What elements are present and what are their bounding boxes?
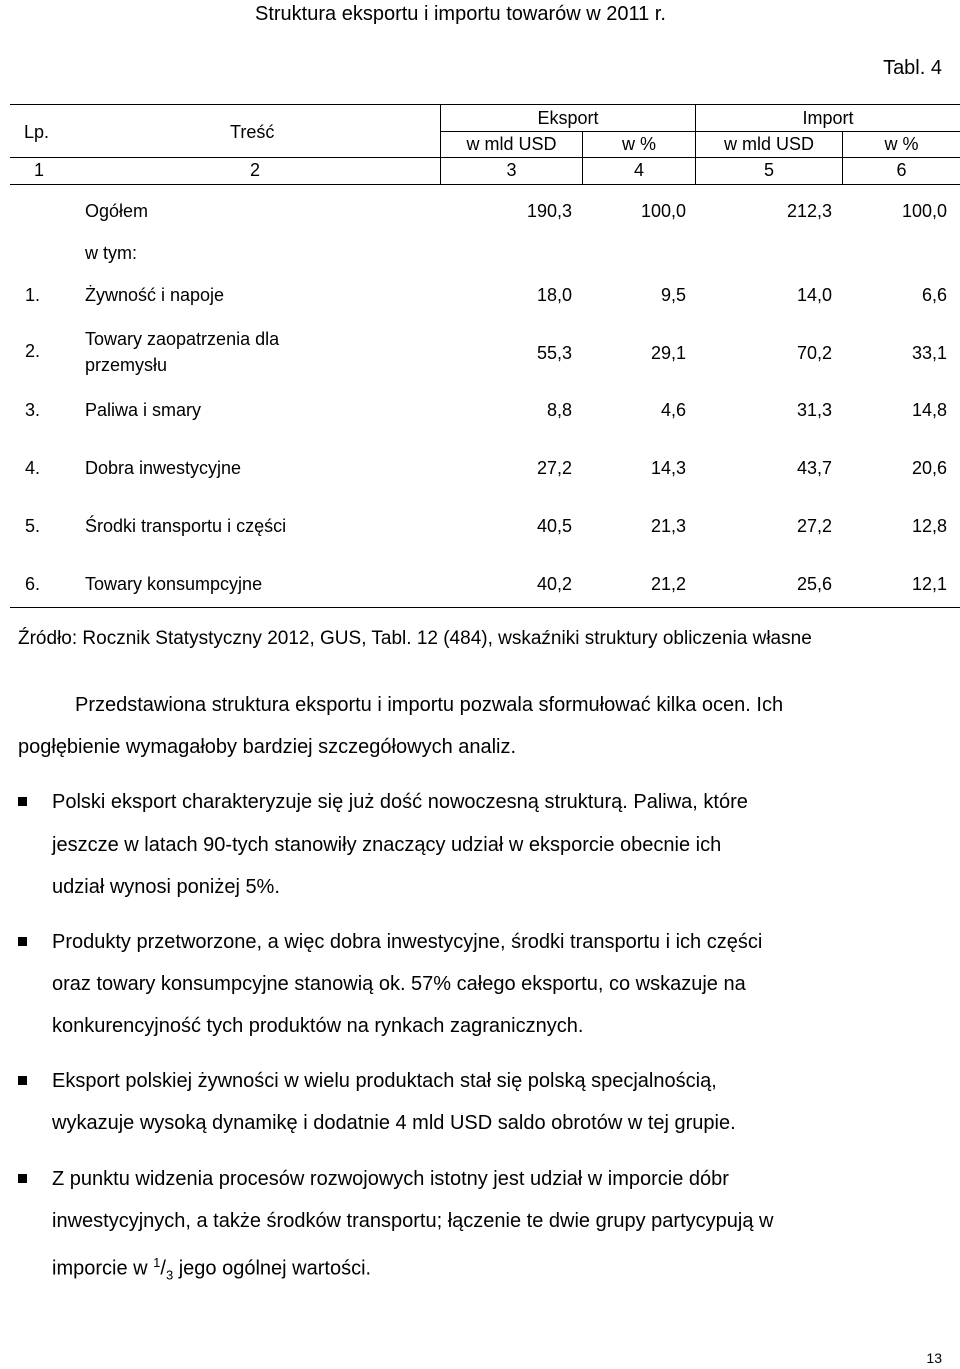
row-label: Dobra inwestycyjne	[85, 458, 242, 478]
table-label: Tabl. 4	[883, 57, 942, 79]
cell-exp-usd: 55,3	[536, 343, 572, 363]
cell-imp-usd: 70,2	[796, 343, 832, 363]
cell-imp-pct: 12,1	[911, 574, 947, 594]
row-label-line1: Towary zaopatrzenia dla	[85, 329, 280, 349]
bullet-line-fraction: imporcie w $^1/_3$ jego ogólnej wartości.	[52, 1255, 372, 1283]
fraction-numerator: 1	[153, 1255, 161, 1270]
cell-exp-pct: 9,5	[660, 285, 686, 305]
cell-imp-usd: 43,7	[796, 458, 832, 478]
table-top-border	[10, 104, 960, 105]
col-number-3: 3	[506, 160, 517, 180]
bullet-line: inwestycyjnych, a także środków transportu; łączenie te dwie grupy partycypują w	[52, 1210, 774, 1232]
cell-exp-usd: 40,5	[536, 516, 572, 536]
cell-imp-pct: 6,6	[921, 285, 947, 305]
cell-imp-usd: 25,6	[796, 574, 832, 594]
row-lp: 1.	[25, 285, 41, 305]
cell-exp-pct: 14,3	[650, 458, 686, 478]
intro-line-2: pogłębienie wymagałoby bardziej szczegółowych analiz.	[18, 736, 517, 758]
row-lp: 6.	[25, 574, 41, 594]
header-divider	[440, 131, 960, 132]
table-bottom-border	[10, 607, 960, 608]
header-lp: Lp.	[24, 122, 50, 142]
bullet-line: konkurencyjność tych produktów na rynkach zagranicznych.	[52, 1015, 584, 1037]
fraction-denominator: 3	[165, 1267, 174, 1283]
cell-exp-usd: 27,2	[536, 458, 572, 478]
cell-imp-usd: 31,3	[796, 400, 832, 420]
bullet-text: jego ogólnej wartości.	[178, 1257, 372, 1280]
bullet-line: jeszcze w latach 90-tych stanowiły znaczący udział w eksporcie obecnie ich	[52, 834, 722, 856]
bullet-text: imporcie w	[52, 1257, 148, 1280]
col-number-5: 5	[763, 160, 774, 180]
bullet-line: Eksport polskiej żywności w wielu produktach stał się polską specjalnością,	[52, 1070, 717, 1092]
row-lp: 3.	[25, 400, 41, 420]
col-number-2: 2	[250, 160, 261, 180]
header-import: Import	[802, 108, 854, 128]
page-title: Struktura eksportu i importu towarów w 2011 r.	[255, 3, 666, 25]
cell-imp-usd: 14,0	[796, 285, 832, 305]
bullet-line: oraz towary konsumpcyjne stanowią ok. 57% całego eksportu, co wskazuje na	[52, 973, 746, 995]
bullet-square-icon	[18, 937, 27, 946]
col-number-bottom-border	[10, 184, 960, 185]
header-imp-pct: w %	[884, 134, 919, 154]
bullet-line: udział wynosi poniżej 5%.	[52, 876, 280, 898]
col-number-1: 1	[34, 160, 45, 180]
col-number-6: 6	[896, 160, 907, 180]
cell-exp-pct: 21,2	[650, 574, 686, 594]
cell-imp-usd: 212,3	[786, 201, 832, 221]
row-label: Towary konsumpcyjne	[85, 574, 263, 594]
row-label: Ogółem	[85, 201, 149, 221]
cell-exp-pct: 100,0	[640, 201, 686, 221]
bullet-square-icon	[18, 797, 27, 806]
cell-exp-pct: 4,6	[660, 400, 686, 420]
header-exp-usd: w mld USD	[466, 134, 557, 154]
bullet-line: Produkty przetworzone, a więc dobra inwestycyjne, środki transportu i ich części	[52, 931, 763, 953]
intro-line-1: Przedstawiona struktura eksportu i importu pozwala sformułować kilka ocen. Ich	[75, 694, 784, 716]
cell-imp-pct: 20,6	[911, 458, 947, 478]
header-imp-usd: w mld USD	[723, 134, 814, 154]
w-tym-label: w tym:	[85, 243, 137, 263]
row-label: Żywność i napoje	[85, 285, 225, 305]
cell-exp-pct: 21,3	[650, 516, 686, 536]
row-lp: 4.	[25, 458, 41, 478]
cell-imp-pct: 33,1	[911, 343, 947, 363]
cell-exp-usd: 40,2	[536, 574, 572, 594]
header-tresc: Treść	[230, 122, 275, 142]
row-lp: 2.	[25, 341, 41, 361]
header-bottom-border	[10, 157, 960, 158]
row-label: Paliwa i smary	[85, 400, 202, 420]
bullet-square-icon	[18, 1174, 27, 1183]
row-lp: 5.	[25, 516, 41, 536]
bullet-line: wykazuje wysoką dynamikę i dodatnie 4 mld USD saldo obrotów w tej grupie.	[52, 1112, 736, 1134]
cell-imp-usd: 27,2	[796, 516, 832, 536]
col-number-4: 4	[633, 160, 644, 180]
page-number: 13	[926, 1350, 942, 1366]
bullet-line: Z punktu widzenia procesów rozwojowych istotny jest udział w imporcie dóbr	[52, 1168, 729, 1190]
row-label-line2: przemysłu	[85, 355, 168, 375]
cell-imp-pct: 12,8	[911, 516, 947, 536]
cell-exp-pct: 29,1	[650, 343, 686, 363]
header-eksport: Eksport	[537, 108, 599, 128]
header-exp-pct: w %	[621, 134, 656, 154]
bullet-line: Polski eksport charakteryzuje się już dość nowoczesną strukturą. Paliwa, które	[52, 791, 748, 813]
cell-exp-usd: 190,3	[526, 201, 572, 221]
cell-imp-pct: 100,0	[901, 201, 947, 221]
source-note: Źródło: Rocznik Statystyczny 2012, GUS, Tabl. 12 (484), wskaźniki struktury obliczenia własne	[18, 628, 812, 649]
cell-exp-usd: 8,8	[546, 400, 572, 420]
cell-exp-usd: 18,0	[536, 285, 572, 305]
cell-imp-pct: 14,8	[911, 400, 947, 420]
row-label: Środki transportu i części	[85, 516, 287, 536]
bullet-square-icon	[18, 1076, 27, 1085]
